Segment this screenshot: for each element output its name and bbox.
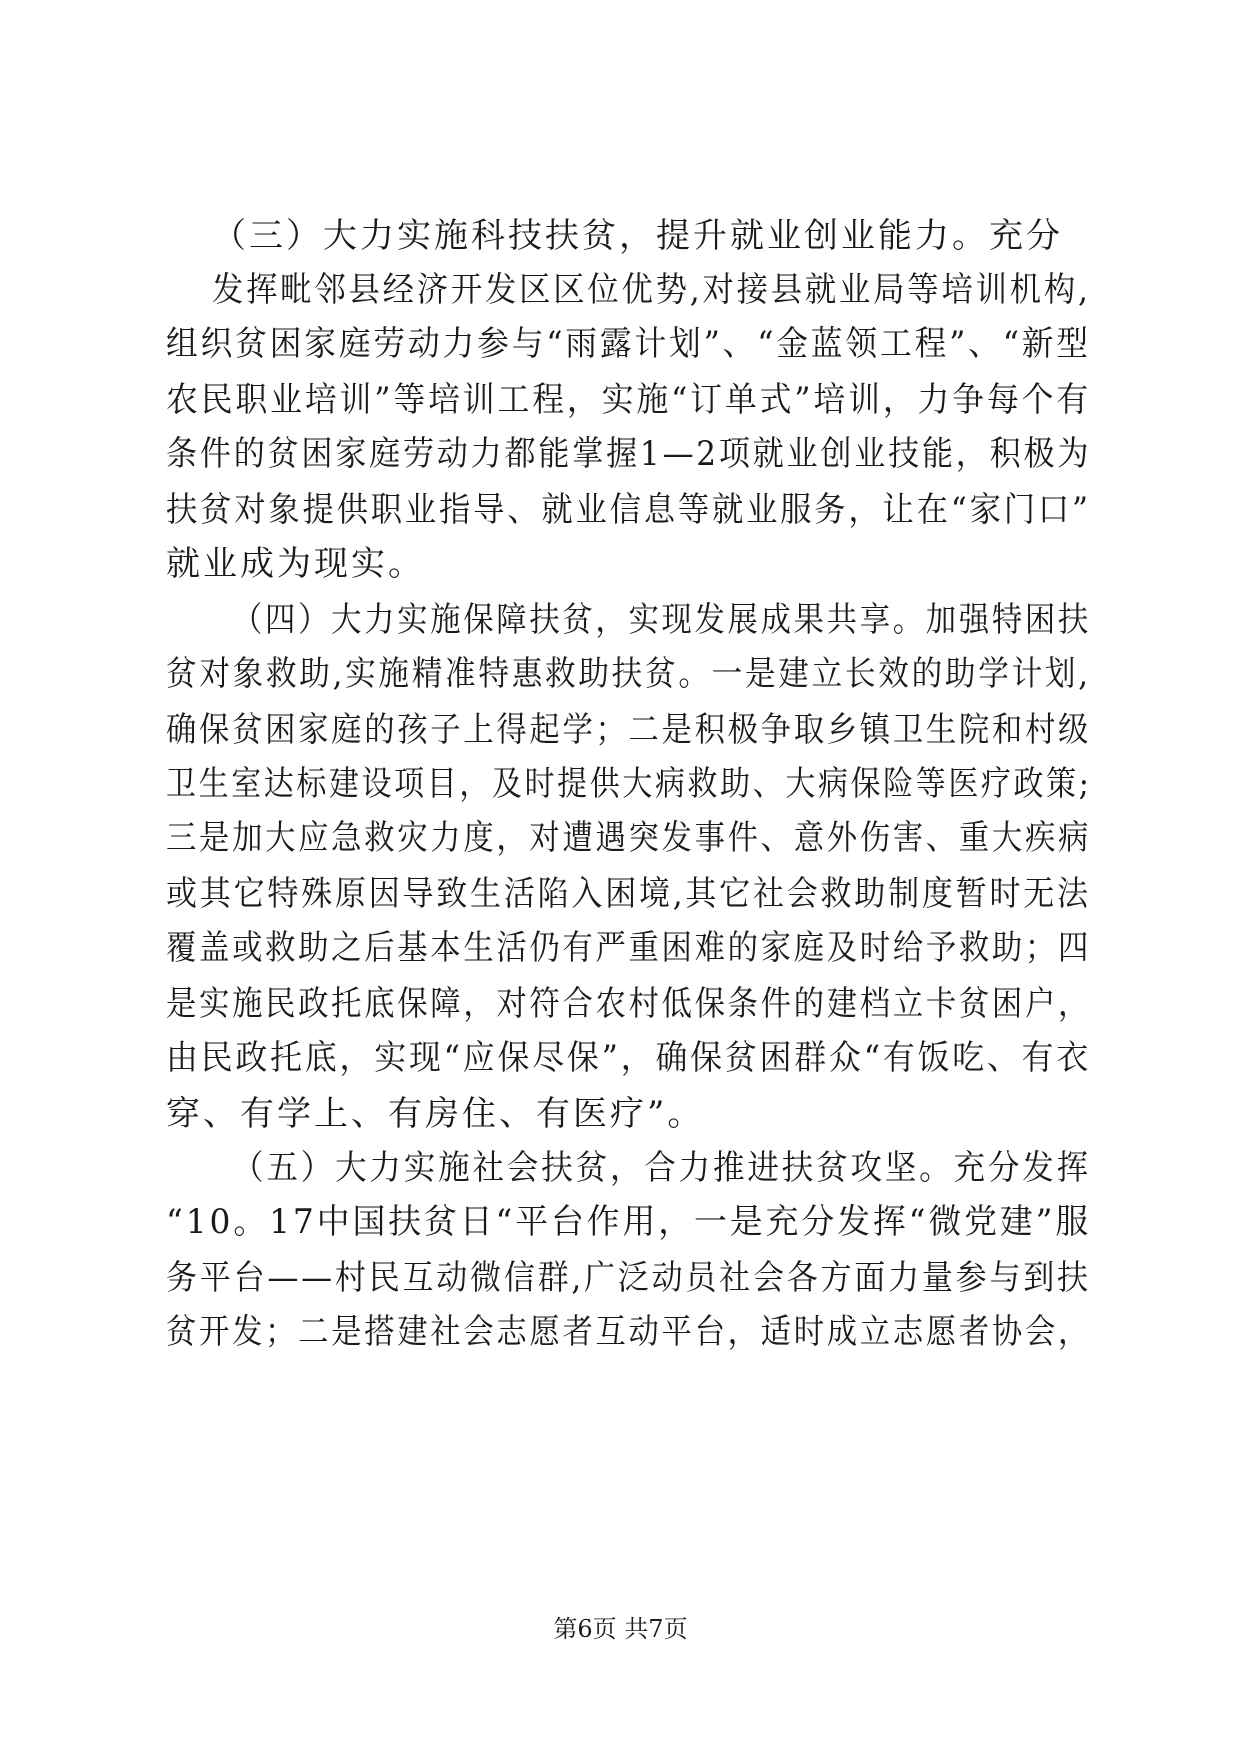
text-line: 是实施民政托底保障，对符合农村低保条件的建档立卡贫困户， [166, 984, 1092, 1024]
text-line: 确保贫困家庭的孩子上得起学；二是积极争取乡镇卫生院和村级 [166, 710, 1092, 750]
text-line: 组织贫困家庭劳动力参与“雨露计划”、“金蓝领工程”、“新型 [166, 324, 1091, 364]
text-line: 发挥毗邻县经济开发区区位优势,对接县就业局等培训机构, [212, 270, 1091, 310]
text-line: 贫开发；二是搭建社会志愿者互动平台，适时成立志愿者协会， [166, 1312, 1092, 1352]
text-line: 三是加大应急救灾力度，对遭遇突发事件、意外伤害、重大疾病 [166, 818, 1092, 858]
text-line: （五）大力实施社会扶贫，合力推进扶贫攻坚。充分发挥 [232, 1148, 1091, 1188]
text-line: 务平台——村民互动微信群,广泛动员社会各方面力量参与到扶 [166, 1258, 1091, 1298]
text-line: 贫对象救助,实施精准特惠救助扶贫。一是建立长效的助学计划, [166, 654, 1091, 694]
text-line: 由民政托底，实现“应保尽保”，确保贫困群众“有饭吃、有衣 [166, 1038, 1092, 1078]
page-number-footer: 第6页 共7页 [553, 1615, 688, 1643]
text-line: 覆盖或救助之后基本生活仍有严重困难的家庭及时给予救助；四 [166, 928, 1092, 968]
text-line: 条件的贫困家庭劳动力都能掌握1—2项就业创业技能，积极为 [166, 434, 1092, 474]
text-line: 或其它特殊原因导致生活陷入困境,其它社会救助制度暂时无法 [166, 874, 1091, 914]
text-line: 就业成为现实。 [166, 544, 425, 584]
text-line: 穿、有学上、有房住、有医疗”。 [166, 1094, 705, 1134]
text-line: 扶贫对象提供职业指导、就业信息等就业服务，让在“家门口” [166, 490, 1091, 530]
text-line: 卫生室达标建设项目，及时提供大病救助、大病保险等医疗政策; [166, 764, 1092, 804]
text-line: （四）大力实施保障扶贫，实现发展成果共享。加强特困扶 [232, 600, 1091, 640]
text-line: 农民职业培训”等培训工程，实施“订单式”培训，力争每个有 [166, 380, 1092, 420]
text-line: （三）大力实施科技扶贫，提升就业创业能力。充分 [212, 216, 1063, 256]
text-line: “10。17中国扶贫日“平台作用，一是充分发挥“微党建”服 [166, 1202, 1092, 1242]
